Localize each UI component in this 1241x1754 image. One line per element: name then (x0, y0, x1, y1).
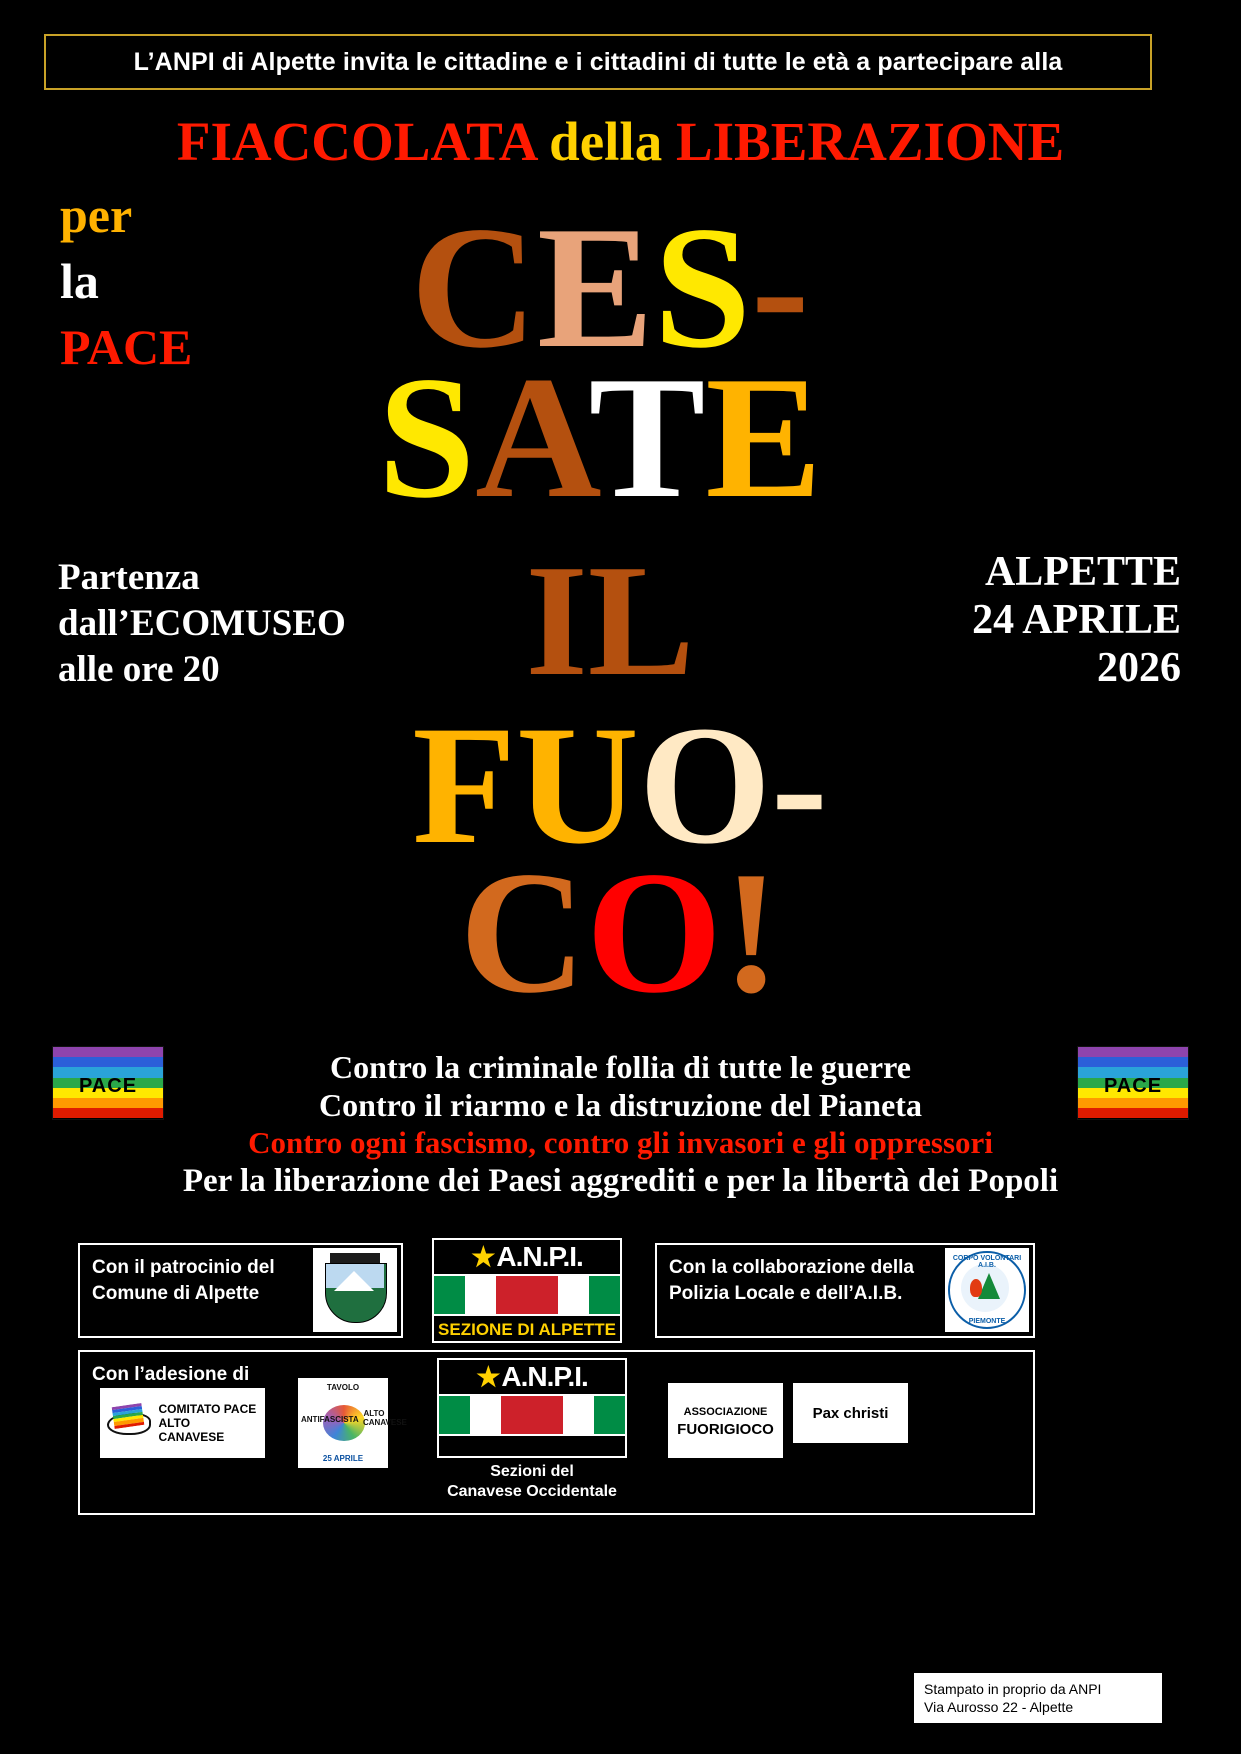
collaboration-line-1: Con la collaborazione della (669, 1257, 914, 1278)
anpi-canavese-logo (437, 1358, 627, 1458)
anpi-section-caption: SEZIONE DI ALPETTE (438, 1320, 616, 1339)
anpi-canavese-line-2: Canavese Occidentale (447, 1483, 617, 1500)
purpose-line-1: per (60, 187, 133, 243)
comune-di-alpette-logo (313, 1248, 397, 1332)
fuorigioco-line-1: ASSOCIAZIONE (683, 1405, 768, 1418)
italian-tricolor-icon (434, 1274, 620, 1316)
peace-flag-label-left: PACE (78, 1075, 138, 1097)
comitato-pace-line-2: ALTO CANAVESE (158, 1416, 225, 1444)
event-year: 2026 (1097, 645, 1181, 691)
purpose-line-3: PACE (60, 319, 193, 375)
slogan-1: Contro la criminale follia di tutte le guerre (330, 1049, 911, 1085)
collaboration-line-2: Polizia Locale e dell’A.I.B. (669, 1283, 903, 1304)
print-note (913, 1672, 1163, 1724)
departure-info (58, 555, 478, 693)
tavolo-antifascista-logo (298, 1378, 407, 1468)
anpi-canavese-caption (437, 1462, 627, 1502)
slogan-4: Per la liberazione dei Paesi aggrediti e per la libertà dei Popoli (182, 1163, 1059, 1199)
tavolo-top-text: TAVOLO (326, 1383, 360, 1392)
fuorigioco-line-2: FUORIGIOCO (677, 1420, 774, 1438)
anpi-name-2: A.N.P.I. (501, 1361, 588, 1392)
event-date (851, 548, 1181, 692)
print-note-line-2: Via Aurosso 22 - Alpette (924, 1699, 1074, 1715)
peace-flag-label-right: PACE (1103, 1075, 1163, 1097)
headline-part-3: LIBERAZIONE (675, 111, 1065, 172)
slogan-3: Contro ogni fascismo, contro gli invasori e gli oppressori (248, 1125, 993, 1160)
comitato-pace-logo (100, 1388, 265, 1458)
patronage-line-1: Con il patrocinio del (92, 1257, 275, 1278)
big-message-line-2: SATE (377, 340, 823, 534)
slogan-2: Contro il riarmo e la distruzione del Pianeta (319, 1087, 922, 1123)
departure-line-1: Partenza (58, 557, 200, 598)
anpi-name: A.N.P.I. (496, 1241, 583, 1272)
aib-badge-icon (948, 1251, 1026, 1329)
headline-part-1: FIACCOLATA (176, 111, 536, 172)
anpi-alpette-logo (432, 1238, 622, 1343)
page-title (0, 110, 1241, 173)
tavolo-right-text: ALTO CANAVESE (363, 1409, 407, 1427)
comitato-pace-line-1: COMITATO PACE (158, 1402, 257, 1416)
event-day: 24 APRILE (972, 597, 1181, 643)
big-message-line-1: CES- (410, 190, 810, 384)
tavolo-left-text: ANTIFASCISTA (301, 1415, 359, 1424)
event-place: ALPETTE (984, 549, 1181, 595)
big-message-line-4: FUO- (412, 691, 828, 879)
pax-christi-logo (793, 1383, 908, 1443)
headline-part-2: della (549, 111, 663, 172)
adhesion-label: Con l’adesione di (92, 1364, 250, 1385)
print-note-line-1: Stampato in proprio da ANPI (924, 1681, 1102, 1697)
mountain-shield-icon (320, 1253, 390, 1327)
big-message-line-3: IL (525, 531, 695, 709)
pax-christi-text: Pax christi (812, 1404, 889, 1422)
tavolo-bottom-text: 25 APRILE (322, 1454, 364, 1463)
invite-text: L’ANPI di Alpette invita le cittadine e i cittadini di tutte le età a partecipare alla (133, 47, 1063, 76)
italian-tricolor-icon-2 (439, 1394, 625, 1436)
big-message-line-5: CO! (459, 835, 781, 1029)
aib-logo (945, 1248, 1029, 1332)
departure-line-2: dall’ECOMUSEO (58, 603, 346, 644)
star-icon-2: ★ (476, 1361, 500, 1392)
aib-top-text: CORPO VOLONTARI A.I.B. (952, 1255, 1022, 1269)
aib-bottom-text: PIEMONTE (968, 1318, 1006, 1325)
star-icon: ★ (471, 1241, 495, 1272)
invite-banner (44, 34, 1152, 90)
patronage-line-2: Comune di Alpette (92, 1283, 260, 1304)
fuorigioco-logo (668, 1383, 783, 1458)
departure-line-3: alle ore 20 (58, 649, 220, 690)
purpose-line-2: la (60, 253, 99, 309)
dove-icon (107, 1403, 152, 1443)
anpi-canavese-line-1: Sezioni del (490, 1463, 574, 1480)
slogan-list (0, 1048, 1241, 1200)
